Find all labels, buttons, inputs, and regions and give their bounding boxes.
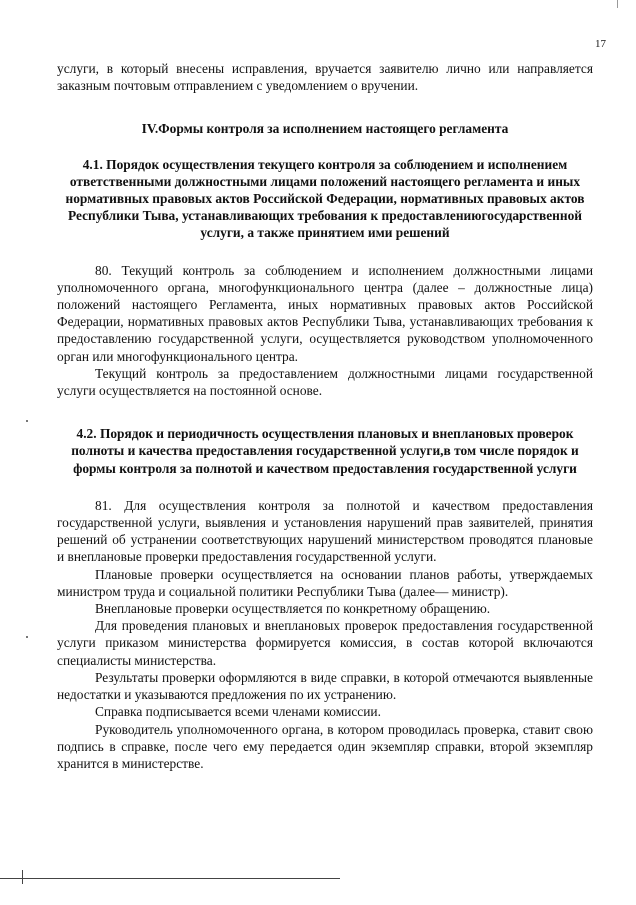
paragraph-81-planned: Плановые проверки осуществляется на основании планов работы, утверждаемых министром труда и социальной политики Республики Тыва (далее— министр). [57,566,593,599]
paragraph-intro: услуги, в который внесены исправления, вручается заявителю лично или направляется заказным почтовым отправлением с уведомлением о вручении. [57,61,593,94]
subsection-4-2-title: 4.2. Порядок и периодичность осуществления плановых и внеплановых проверок полноты и качества предоставления государственной услуги,в том числе порядок и формы контроля за полнотой и качеством предоставления государственной услуги [71,426,579,476]
page-number: 17 [595,38,606,50]
page-content [57,60,593,772]
paragraph-81: 81. Для осуществления контроля за полнотой и качеством предоставления государственной услуги, выявления и установления нарушений прав заявителей, принятия решений об устранении соответствующих нарушений министерством проводятся плановые и внеплановые проверки предоставления государственной услуги. [57,497,593,565]
paragraph-81-commission: Для проведения плановых и внеплановых проверок предоставления государственной услуги приказом министерства формируется комиссия, в состав которой включаются специалисты министерства. [57,618,593,668]
section-title: IV.Формы контроля за исполнением настоящего регламента [141,121,509,137]
scan-edge-tick [22,870,23,884]
scan-speck [26,420,28,422]
scan-mark [617,0,618,8]
paragraph-80-continued: Текущий контроль за предоставлением должностными лицами государственной услуги осуществляется на постоянной основе. [57,365,593,399]
paragraph-81-unplanned: Внеплановые проверки осуществляется по конкретному обращению. [95,601,491,617]
scan-edge-line [0,878,340,879]
paragraph-80: 80. Текущий контроль за соблюдением и исполнением должностными лицами уполномоченного органа, многофункционального центра (далее – должностные лица) положений настоящего Регламента, иных нормативных правовых актов Российской Федерации, нормативных правовых актов Республики Тыва, устанавливающих требования к предоставлению государственной услуги, осуществляется руководством уполномоченного орган или многофункционального центра. [57,262,593,364]
scan-speck [26,636,28,638]
paragraph-81-head: Руководитель уполномоченного органа, в котором проводилась проверка, ставит свою подпись в справке, после чего ему передается один экземпляр справки, второй экземпляр хранится в министерстве. [57,721,593,771]
paragraph-81-results: Результаты проверки оформляются в виде справки, в которой отмечаются выявленные недостатки и указываются предложения по их устранению. [57,669,593,703]
subsection-4-1-title: 4.1. Порядок осуществления текущего контроля за соблюдением и исполнением ответственными должностными лицами положений настоящего регламента и иных нормативных правовых актов Российской Федерации, нормативных правовых актов Республики Тыва, устанавливающих требования к предоставлениюгосударственной услуги, а также принятием ими решений [65,156,585,241]
paragraph-81-signed: Справка подписывается всеми членами комиссии. [95,704,381,720]
